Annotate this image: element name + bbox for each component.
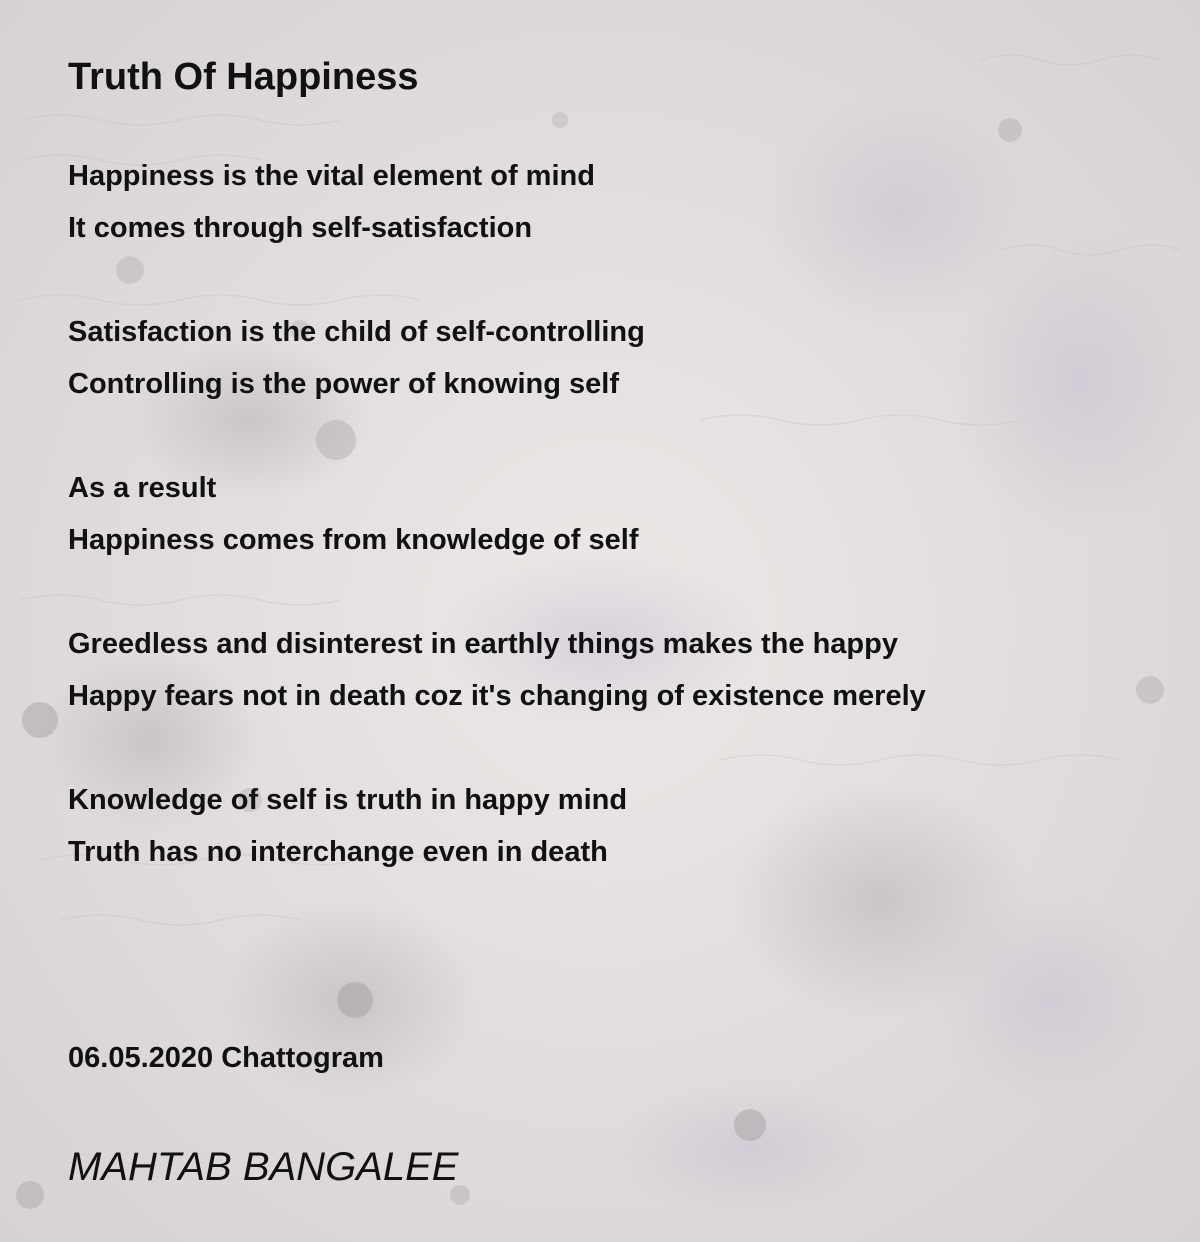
poem-author: MAHTAB BANGALEE — [68, 1145, 459, 1189]
stanza-break — [68, 410, 1168, 462]
poem-title: Truth Of Happiness — [68, 56, 419, 98]
stanza-break — [68, 566, 1168, 618]
poem-line: Happiness comes from knowledge of self — [68, 524, 639, 556]
poem-line: Knowledge of self is truth in happy mind — [68, 784, 628, 816]
poem-line: Happiness is the vital element of mind — [68, 160, 595, 192]
poem-line: Satisfaction is the child of self-controlling — [68, 316, 645, 348]
poem-date-place: 06.05.2020 Chattogram — [68, 1042, 384, 1074]
stanza-break — [68, 254, 1168, 306]
stanza-break — [68, 722, 1168, 774]
poem-line: Controlling is the power of knowing self — [68, 368, 619, 400]
poem-body — [68, 150, 1168, 878]
poem-line: Greedless and disinterest in earthly things makes the happy — [68, 628, 898, 660]
poem-line: As a result — [68, 472, 217, 504]
poem-line: Happy fears not in death coz it's changing of existence merely — [68, 680, 926, 712]
poem-line: Truth has no interchange even in death — [68, 836, 608, 868]
poem-line: It comes through self-satisfaction — [68, 212, 533, 244]
